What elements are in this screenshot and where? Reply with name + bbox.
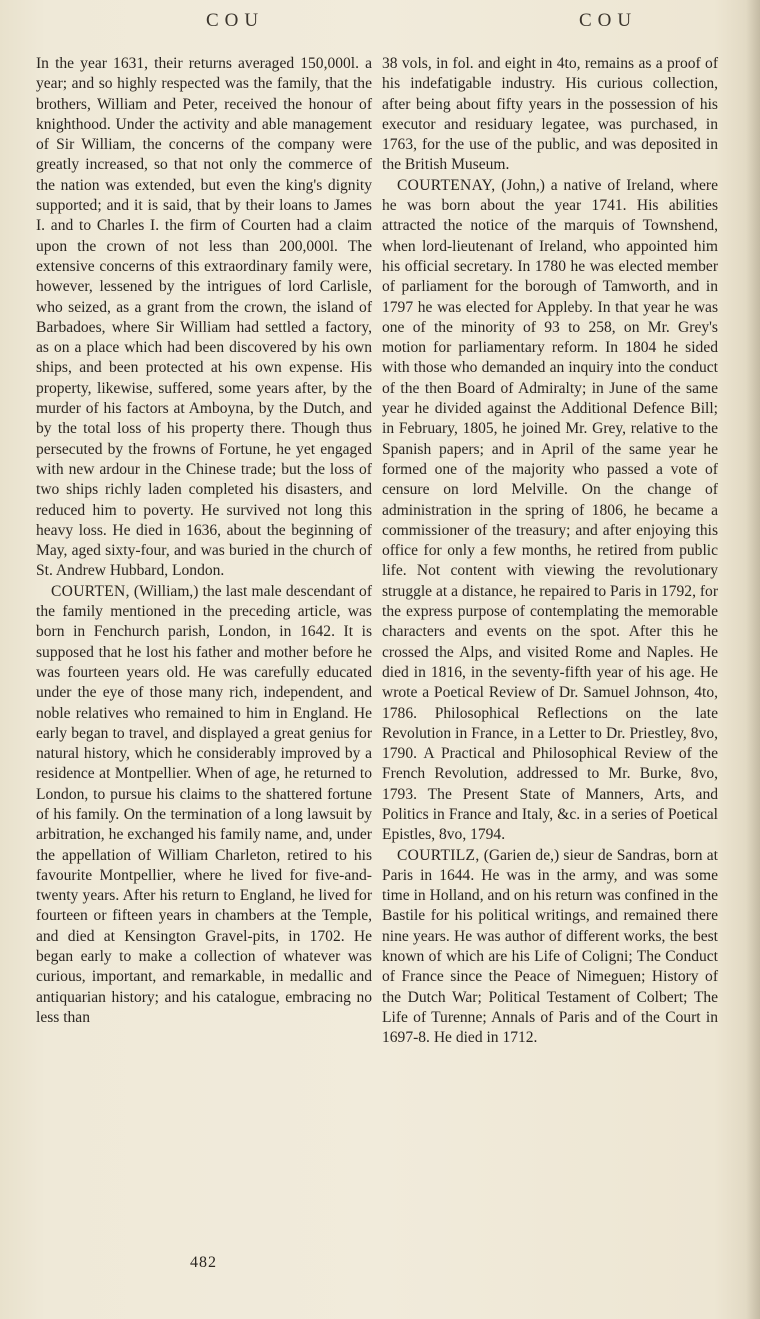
entry-headword: COURTEN, (51, 582, 130, 600)
entry-headword: COURTILZ, (397, 846, 480, 864)
running-head (0, 10, 760, 40)
running-head-left: COU (206, 10, 265, 31)
page-number: 482 (190, 1254, 217, 1271)
continued-paragraph: 38 vols, in fol. and eight in 4to, remains as a proof of his indefatigable industry. His curious collection, after being about fifty years in the possession of his executor and residuary legatee, was purchased, in 1763, for the use of the public, and was deposited in the British Museum. (382, 55, 718, 174)
continued-paragraph: In the year 1631, their returns averaged 150,000l. a year; and so highly respected was the family, that the brothers, William and Peter, received the honour of knighthood. Under the activity and able management of Sir William, the concerns of the company were greatly increased, so that not only the commerce of the nation was extended, but even the king's dignity supported; and it is said, that by their loans to James I. and to Charles I. the firm of Courten had a claim upon the crown of not less than 200,000l. The extensive concerns of this extraordinary family were, however, lessened by the intrigues of lord Carlisle, who seized, as a grant from the crown, the island of Barbadoes, where Sir William had settled a factory, as on a place which had been discovered by his own ships, and been protected at his own expense. His property, likewise, suffered, some years after, by the murder of his factors at Amboyna, by the Dutch, and by the total loss of his property there. Though thus persecuted by the frowns of Fortune, he yet engaged with new ardour in the Chinese trade; but the loss of two ships richly laden completed his disasters, and reduced him to poverty. He survived not long this heavy loss. He died in 1636, about the beginning of May, aged sixty-four, and was buried in the church of St. Andrew Hubbard, London. (36, 55, 372, 580)
entry-text: a native of Ireland, where he was born about the year 1741. His abilities attracted the notice of the marquis of Townshend, when lord-lieutenant of Ireland, who appointed him his official secretary. In 1780 he was elected member of parliament for the borough of Tamworth, and in 1797 he was elected for Appleby. In that year he was one of the minority of 93 to 258, on Mr. Grey's motion for parliamentary reform. In 1804 he sided with those who demanded an inquiry into the conduct of the then Board of Admiralty; in June of the same year he divided against the Additional Defence Bill; in February, 1805, he joined Mr. Grey, relative to the Spanish papers; and in April of the same year he formed one of the majority who passed a vote of censure on lord Melville. On the change of administration in the spring of 1806, he became a commissioner of the treasury; and after enjoying this office for only a few months, he retired from public life. Not content with viewing the revolutionary struggle at a distance, he repaired to Paris in 1792, for the express purpose of contemplating the memorable characters and events on the spot. After this he crossed the Alps, and visited Rome and Naples. He died in 1816, in the seventy-fifth year of his age. He wrote a Poetical Review of Dr. Samuel Johnson, 4to, 1786. Philosophical Reflections on the late Revolution in France, in a Letter to Dr. Priestley, 8vo, 1790. A Practical and Philosophical Review of the French Revolution, addressed to Mr. Burke, 8vo, 1793. The Present State of Manners, Arts, and Politics in France and Italy, &c. in a series of Poetical Epistles, 8vo, 1794. (382, 176, 718, 844)
entry-courtenay-john (382, 176, 718, 846)
page-edge-shadow (746, 0, 760, 1319)
entry-forename: (John,) (495, 176, 551, 194)
left-column (36, 54, 372, 1028)
entry-headword: COURTENAY, (397, 176, 496, 194)
running-head-right: COU (579, 10, 638, 31)
entry-forename: (Garien de,) (479, 846, 564, 864)
entry-courtilz-garien (382, 846, 718, 1049)
entry-forename: (William,) (129, 582, 203, 600)
entry-courten-william (36, 582, 372, 1029)
right-column (382, 54, 718, 1049)
entry-text: the last male descendant of the family mentioned in the preceding article, was born in Fenchurch parish, London, in 1642. It is supposed that he lost his father and mother before he was fourteen years old. He was carefully educated under the eye of those many rich, independent, and noble relatives who remained to him in England. He early began to travel, and displayed a great genius for natural history, which he considerably improved by a residence at Montpellier. When of age, he returned to London, to pursue his claims to the shattered fortune of his family. On the termination of a long lawsuit by arbitration, he exchanged his family name, and, under the appellation of William Charleton, retired to his favourite Montpellier, where he lived for five-and-twenty years. After his return to England, he lived for fourteen or fifteen years in chambers at the Temple, and died at Kensington Gravel-pits, in 1702. He began early to make a collection of whatever was curious, important, and remarkable, in medallic and antiquarian history; and his catalogue, embracing no less than (36, 582, 372, 1026)
entry-text: sieur de Sandras, born at Paris in 1644. He was in the army, and was some time in Holland, and on his return was confined in the Bastile for his political writings, and remained there nine years. He was author of different works, the best known of which are his Life of Coligni; The Conduct of France since the Peace of Nimeguen; History of the Dutch War; Political Testament of Colbert; The Life of Turenne; Annals of Paris and of the Court in 1697-8. He died in 1712. (382, 846, 718, 1047)
